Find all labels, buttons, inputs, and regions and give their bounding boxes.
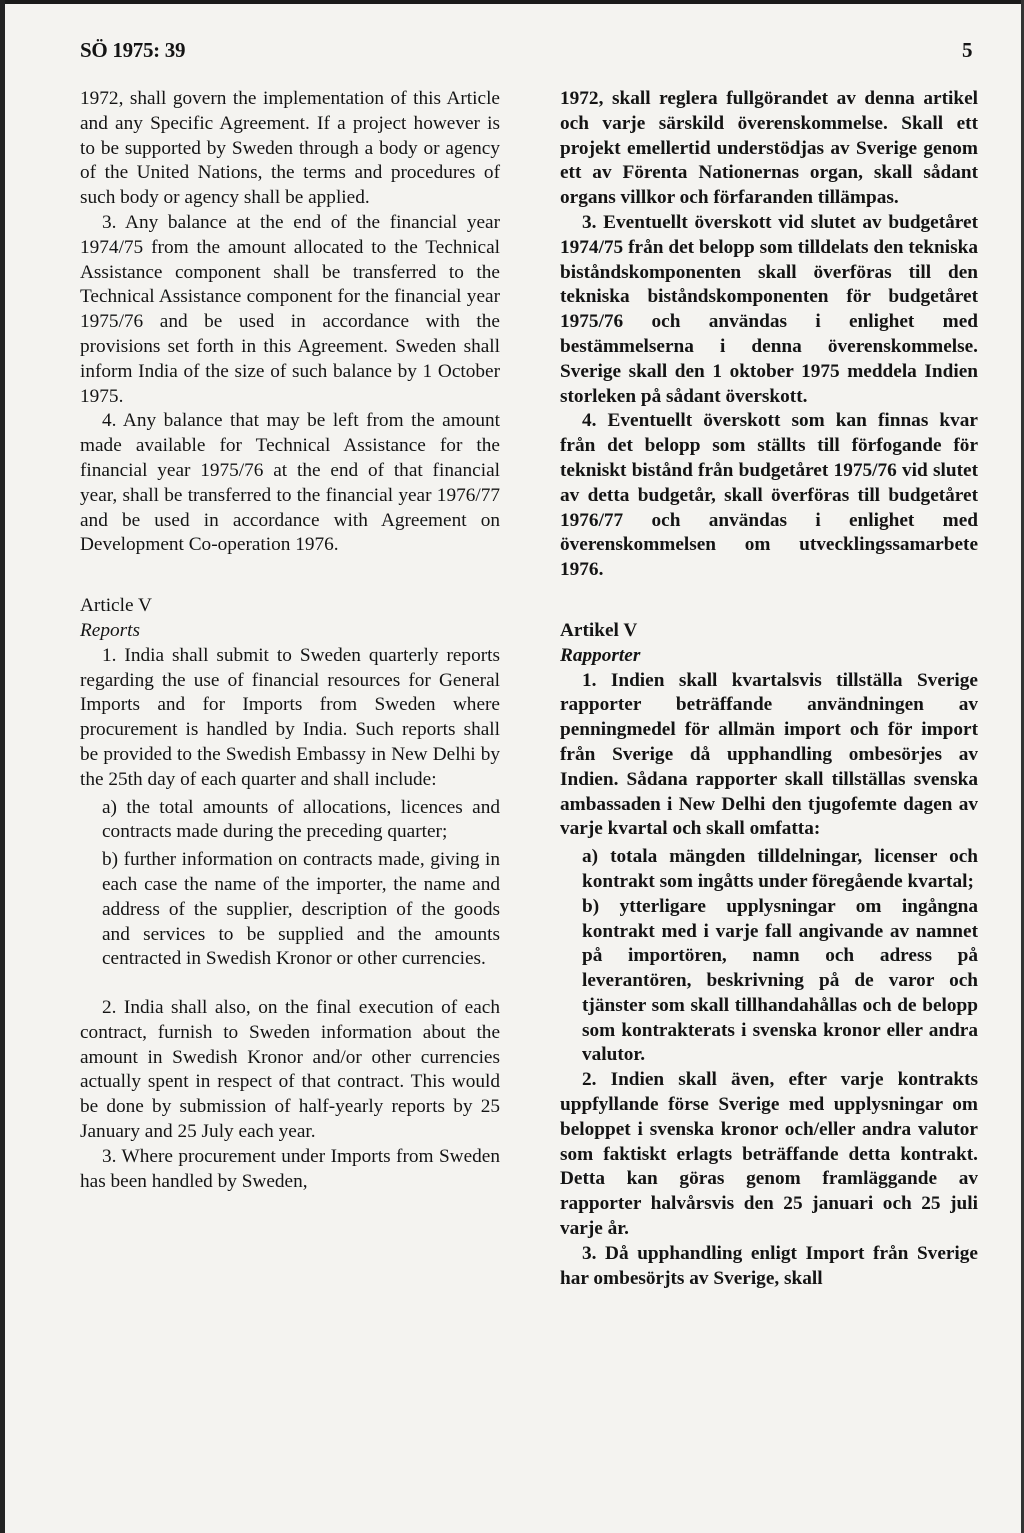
english-paragraph-4: 4. Any balance that may be left from the amount made available for Technical Assistance for the financial year 1975/76 at the end of that financial year, shall be transferred to the financial year 1976/77 and be used in accordance with Agreement on Development Co-operation 1976. [80,410,500,556]
english-report-1: 1. India shall submit to Sweden quarterly reports regarding the use of financial resources for General Imports and for Imports from Sweden where procurement is handled by India. Such reports shall be provided to the Swedish Embassy in New Delhi by the 25th day of each quarter and shall include: [80,644,500,790]
swedish-article-heading: Artikel V [560,619,638,641]
english-paragraph-3: 3. Any balance at the end of the financial year 1974/75 from the amount allocated to the Technical Assistance component shall be transferred to the Technical Assistance component for the financial year 1975/76 and be used in accordance with the provisions set forth in this Agreement. Sweden shall inform India of the size of such balance by 1 October 1975. [80,211,500,407]
english-report-3: 3. Where procurement under Imports from Sweden has been handled by Sweden, [80,1145,500,1192]
swedish-report-2: 2. Indien skall även, efter varje kontrakts uppfyllande förse Sverige med upplysningar om beloppet i svenska kronor och/eller andra valutor som faktiskt erlagts beträffande detta kontrakt. Detta kan göras genom framläggande av rapporter halvårsvis den 25 januari och 25 juli varje år. [560,1069,978,1240]
page-number: 5 [962,38,973,62]
document-reference: SÖ 1975: 39 [80,38,186,62]
english-intro-paragraph: 1972, shall govern the implementation of this Article and any Specific Agreement. If a project however is to be supported by Sweden through a body or agency of the United Nations, the terms and procedures of such body or agency shall be applied. [80,88,500,209]
english-report-1b: b) further information on contracts made, giving in each case the name of the importer, the name and address of the supplier, description of the goods and services to be supplied and the amounts centracted in Swedish Kronor or other currencies. [102,849,500,970]
swedish-report-1a: a) totala mängden tilldelningar, licenser och kontrakt som ingåtts under föregående kvartal; [582,846,978,892]
scan-border-left [0,0,5,1533]
english-article-heading: Article V [80,595,152,617]
swedish-report-1b: b) ytterligare upplysningar om ingångna kontrakt med i varje fall angivande av namnet på importören, namn och adress på leverantören, beskrivning på de varor och tjänster som skall tillhandahållas och de belopp som kontrakterats i svenska kronor eller andra valutor. [582,895,978,1066]
swedish-paragraph-4: 4. Eventuellt överskott som kan finnas kvar från det belopp som ställts till förfogande för tekniskt bistånd från budgetåret 1975/76 vid slutet av detta budgetår, skall överföras till budgetåret 1976/77 och användas i enlighet med överenskommelsen om utvecklingssamarbete 1976. [560,410,978,581]
scan-border-top [0,0,1024,4]
swedish-paragraph-3: 3. Eventuellt överskott vid slutet av budgetåret 1974/75 från det belopp som tilldelats den tekniska biståndskomponenten skall överföras till den tekniska biståndskomponenten för budgetåret 1975/76 och användas i enlighet med bestämmelserna i denna överenskommelse. Sverige skall den 1 oktober 1975 meddela Indien storleken på sådant överskott. [560,211,978,407]
english-article-subheading: Reports [80,619,140,641]
english-report-2: 2. India shall also, on the final execution of each contract, furnish to Sweden information about the amount in Swedish Kronor and/or other currencies actually spent in respect of that contract. This would be done by submission of half-yearly reports by 25 January and 25 July each year. [80,997,500,1143]
swedish-article-subheading: Rapporter [560,644,641,666]
swedish-report-3: 3. Då upphandling enligt Import från Sverige har ombesörjts av Sverige, skall [560,1242,978,1289]
swedish-intro-paragraph: 1972, skall reglera fullgörandet av denna artikel och varje särskild överenskommelse. Skall ett projekt emellertid understödjas av Sverige genom ett av Förenta Nationernas organ, skall sådant organs villkor och förfaranden tillämpas. [560,88,978,209]
english-column [80,87,500,1194]
swedish-column [560,87,978,1291]
swedish-report-1: 1. Indien skall kvartalsvis tillställa Sverige rapporter beträffande användningen av penningmedel för allmän import och för import från Sverige då upphandling ombesörjes av Indien. Sådana rapporter skall tillställas svenska ambassaden i New Delhi den tjugofemte dagen av varje kvartal och skall omfatta: [560,669,978,840]
english-report-1a: a) the total amounts of allocations, licences and contracts made during the preceding quarter; [102,796,500,843]
